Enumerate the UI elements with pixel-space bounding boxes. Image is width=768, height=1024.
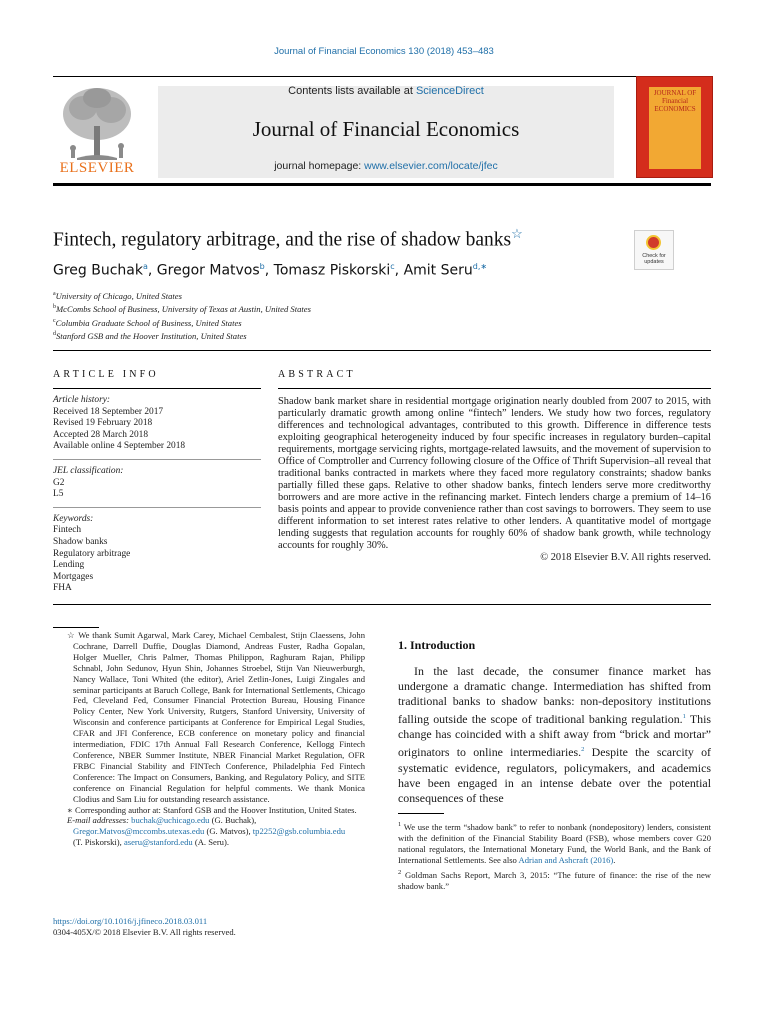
author-affil-link[interactable]: a bbox=[142, 262, 148, 271]
journal-citation[interactable]: Journal of Financial Economics 130 (2018) 453–483 bbox=[274, 46, 494, 57]
history-item: Revised 19 February 2018 bbox=[53, 418, 153, 429]
right-footnotes bbox=[398, 820, 711, 895]
article-info-panel bbox=[53, 395, 261, 595]
doi-link[interactable]: https://doi.org/10.1016/j.jfineco.2018.03.011 bbox=[53, 916, 208, 926]
author-affil-link[interactable]: c bbox=[390, 262, 395, 271]
keyword: Lending bbox=[53, 560, 85, 571]
footnote-1: $^1$ We use the term “shadow bank” to refer to nonbank (nondepository) lenders, consistent with the definition of the Financial Stability Board (FSB), whose members cover G20 national regulators, the International Monetary Fund, the World Bank, and the Bank of International Settlements. See also Adrian and Ashcraft (2016). bbox=[398, 821, 712, 865]
paper-title bbox=[53, 226, 523, 252]
history-item: Accepted 28 March 2018 bbox=[53, 429, 149, 440]
footnote-2: $^2$ Goldman Sachs Report, March 3, 2015: “The future of finance: the rise of the new shadow bank.” bbox=[398, 869, 711, 892]
abstract-rule bbox=[278, 388, 711, 389]
keyword: Regulatory arbitrage bbox=[53, 548, 131, 559]
contents-line bbox=[158, 85, 614, 97]
info-divider bbox=[53, 507, 261, 508]
check-updates-label: Check for updates bbox=[642, 253, 666, 265]
acknowledgement-footnote: ☆ We thank Sumit Agarwal, Mark Carey, Michael Cembalest, Stijn Claessens, John Cochrane, Darrell Duffie, Douglas Diamond, Andreas Fuster, Radha Gopalan, Holger Mueller, Chris Palmer, Thomas Philippon, Raghuram Rajan, Philipp Schnabl, John Sedunov, Hyun Shin, Johannes Stroebel, Stijn Van Nieuwerburgh, Nancy Wallace, Toni Whited (the editor), Ariel Zetlin-Jones, Luigi Zingales and seminar participants at Baruch College, Bank for International Settlements, Chicago Fed, Cleveland Fed, Consumer Financial Protection Bureau, Housing Finance Policy Center, New York University, Rutgers, Stanford University, University of Wisconsin and conference participants at Conference for Empirical Legal Studies, CFAR and JFI Conference, ECB conference on monetary policy and financial intermediation, FDIC 17th Annual Fall Research Conference, Kellogg Fintech Conference, NBER Summer Institute, NBER Financial Market Regulation, OFR FRBC Financial Stability and FINTech Conference, Philadelphia Fed Fintech Conference: The Impact on Consumers, Banking, and Regulatory Policy, and SITE conference on Financial Regulation for helpful comments. We thank Monica Clodius and Sam Liu for outstanding research assistance. bbox=[67, 630, 365, 804]
abstract-text: Shadow bank market share in residential mortgage origination nearly doubled from 2007 to 2015, with particularly dramatic growth among online “fintech” lenders. We study how two forces, regulatory differences and technological advantages, contributed to this growth. Difference in difference tests exploiting geographical heterogeneity induced by four specific increases in regulatory burden–capital requirements, mortgage servicing rights, mortgage-related lawsuits, and the movement of supervision to Office of Comptroller and Currency following closure of the Office of Thrift Supervision–all reveal that traditional banks contracted in markets where they faced more regulatory constraints; shadow banks partially filled these gaps. Relative to other shadow banks, fintech lenders serve more creditworthy borrowers and are more active in the refinancing market. Fintech lenders charge a premium of 14–16 basis points and appear to provide convenience rather than cost savings to borrowers. They seem to use different information to set interest rates relative to other lenders. A quantitative model of mortgage lending suggests that regulation accounts for roughly 60% of shadow bank growth, while technology accounts for roughly 30%. bbox=[278, 396, 711, 551]
jel-label: JEL classification: bbox=[53, 465, 124, 476]
section-rule bbox=[53, 350, 711, 351]
affiliation: $^d$Stanford GSB and the Hoover Institution, United States bbox=[53, 330, 247, 341]
author-name: Amit Seru bbox=[403, 262, 473, 279]
abstract-body bbox=[278, 396, 711, 564]
masthead-bottom-rule bbox=[53, 183, 711, 186]
issn-line: 0304-405X/© 2018 Elsevier B.V. All rights reserved. bbox=[53, 927, 236, 937]
jel-code: G2 bbox=[53, 477, 65, 488]
email-link[interactable]: aseru@stanford.edu bbox=[123, 837, 193, 848]
keyword: Fintech bbox=[53, 525, 82, 536]
introduction-paragraph: In the last decade, the consumer finance market has undergone a dramatic change. Intermediation has shifted from traditional banks to shadow banks: non-depository institutions falling outside the scope of traditional banking regulation.$^1$ This change has coincided with a shift away from “brick and mortar” originators to online intermediaries.$^2$ Despite the scarcity of systematic evidence, regulators, policymakers, and academics have been engaged in an intense debate over the potential consequences of these bbox=[398, 664, 711, 805]
homepage-prefix: journal homepage: bbox=[274, 160, 365, 172]
contents-prefix: Contents lists available at bbox=[288, 85, 416, 97]
check-for-updates-badge[interactable] bbox=[634, 230, 674, 270]
journal-cover-thumbnail[interactable] bbox=[636, 76, 713, 178]
elsevier-wordmark: ELSEVIER bbox=[59, 160, 135, 176]
author-name: Greg Buchak bbox=[53, 262, 143, 279]
abstract-heading: ABSTRACT bbox=[278, 369, 356, 380]
left-footnotes bbox=[53, 630, 365, 848]
homepage-line bbox=[158, 160, 614, 172]
footnote-ref[interactable]: 2 bbox=[581, 746, 585, 754]
affiliation: $^a$University of Chicago, United States bbox=[53, 290, 182, 301]
keyword: Mortgages bbox=[53, 571, 94, 582]
section-rule bbox=[53, 604, 711, 605]
title-footnote-star[interactable]: ☆ bbox=[511, 226, 523, 241]
email-footnote: E-mail addresses: buchak@uchicago.edu (G. Buchak), Gregor.Matvos@mccombs.utexas.edu (G. Matvos), tp2252@gsb.columbia.edu (T. Piskorski), aseru@stanford.edu (A. Seru). bbox=[67, 815, 346, 848]
corresponding-footnote: ∗ Corresponding author at: Stanford GSB and the Hoover Institution, United States. bbox=[67, 804, 357, 815]
author-affil-link[interactable]: d,∗ bbox=[472, 262, 488, 271]
info-divider bbox=[53, 459, 261, 460]
footnote-rule bbox=[53, 627, 99, 628]
doi-block bbox=[53, 916, 236, 938]
affiliation: $^c$Columbia Graduate School of Business, United States bbox=[53, 317, 242, 328]
author-name: Tomasz Piskorski bbox=[273, 262, 391, 279]
bookmark-icon bbox=[646, 235, 661, 250]
jel-code: L5 bbox=[53, 489, 64, 500]
email-link[interactable]: tp2252@gsb.columbia.edu bbox=[252, 826, 346, 837]
article-info-heading: ARTICLE INFO bbox=[53, 369, 159, 380]
abstract-copyright: © 2018 Elsevier B.V. All rights reserved. bbox=[540, 552, 711, 563]
email-link[interactable]: Gregor.Matvos@mccombs.utexas.edu bbox=[73, 826, 205, 837]
citation-link[interactable]: Adrian and Ashcraft (2016) bbox=[518, 854, 614, 865]
email-link[interactable]: buchak@uchicago.edu bbox=[131, 815, 210, 826]
keywords-label: Keywords: bbox=[53, 513, 94, 524]
history-item: Available online 4 September 2018 bbox=[53, 441, 186, 452]
affiliations bbox=[53, 289, 311, 342]
star-mark: ☆ bbox=[67, 630, 76, 640]
keyword: Shadow banks bbox=[53, 536, 108, 547]
email-label: E-mail addresses: bbox=[67, 815, 129, 826]
footnote-rule bbox=[398, 813, 444, 814]
sciencedirect-link[interactable]: ScienceDirect bbox=[415, 85, 484, 97]
journal-title: Journal of Financial Economics bbox=[252, 117, 520, 141]
author-list: Greg Buchak$^a$, Gregor Matvos$^b$, Tomasz Piskorski$^c$, Amit Seru$^{d,∗}$ bbox=[53, 262, 488, 279]
history-item: Received 18 September 2017 bbox=[53, 406, 164, 417]
keyword: FHA bbox=[53, 583, 72, 594]
author-name: Gregor Matvos bbox=[156, 262, 260, 279]
footnote-ref[interactable]: 1 bbox=[682, 713, 686, 721]
history-label: Article history: bbox=[53, 395, 111, 405]
article-info-rule bbox=[53, 388, 261, 389]
masthead-top-rule bbox=[53, 76, 711, 77]
cover-title: JOURNAL OF Financial ECONOMICS bbox=[653, 89, 697, 113]
author-affil-link[interactable]: b bbox=[259, 262, 265, 271]
homepage-link[interactable]: www.elsevier.com/locate/jfec bbox=[364, 160, 498, 172]
paper-title-text: Fintech, regulatory arbitrage, and the rise of shadow banks bbox=[53, 229, 512, 251]
introduction-heading: 1. Introduction bbox=[398, 638, 476, 652]
affiliation: $^b$McCombs School of Business, University of Texas at Austin, United States bbox=[53, 304, 311, 315]
